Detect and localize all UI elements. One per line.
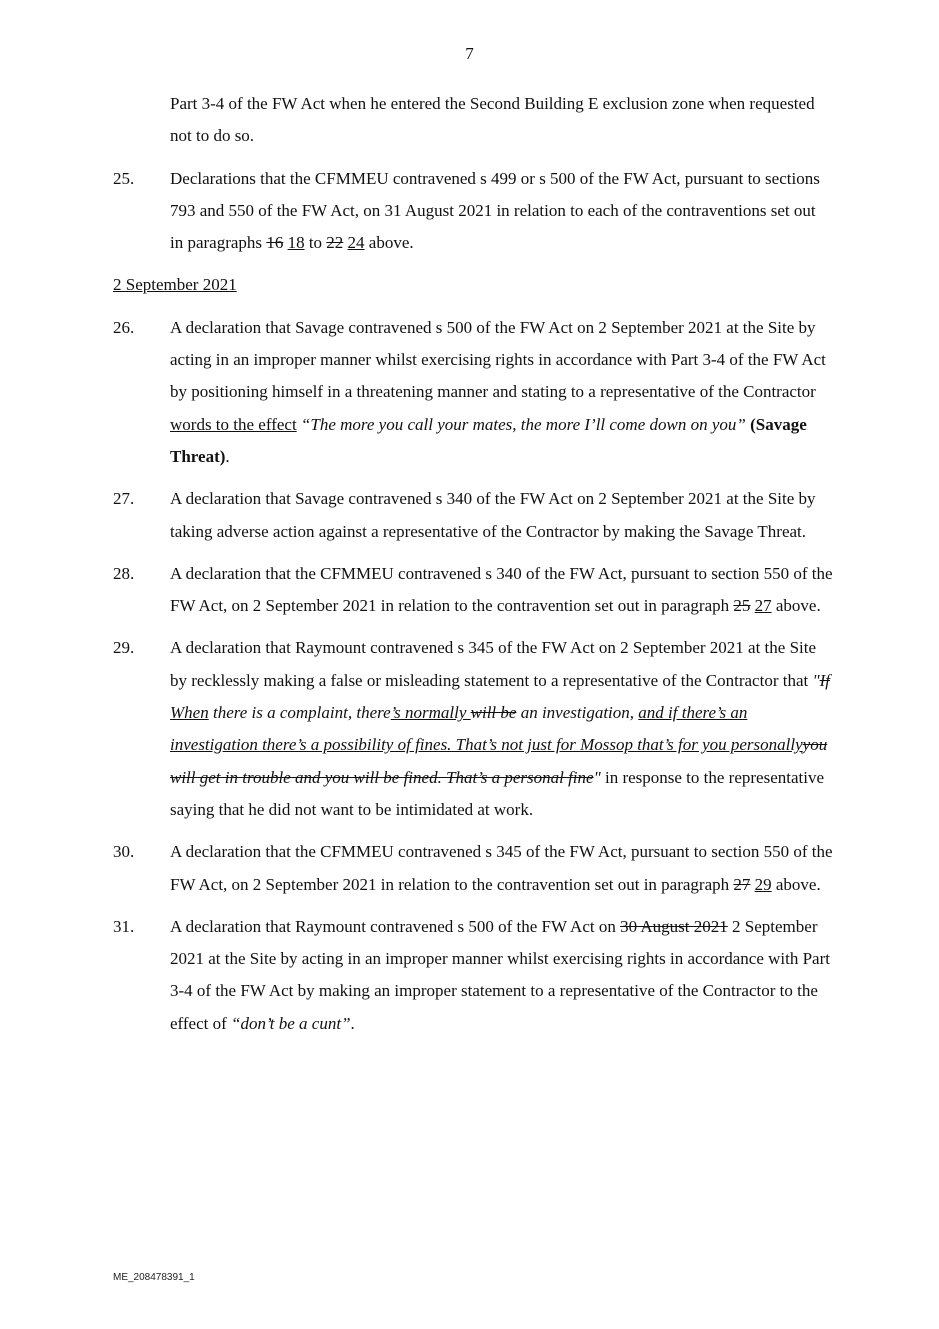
deleted-text: will be [470,703,517,723]
paragraph-text [170,558,833,623]
text-run: A declaration that Savage contravened s 500 of the FW Act on 2 September 2021 at the Site by acting in an improper manner whilst exercising rights in accordance with Part 3-4 of the FW Act by positioning himself in a threatening manner and stating to a representative of the Contractor [170,317,826,402]
deleted-text: you will get in trouble and you will be fined. That’s a personal fine [170,735,828,787]
text-run: Part 3-4 of the FW Act when he entered the Second Building E exclusion zone when requested not to do so. [170,94,815,146]
deleted-text: 22 [326,233,344,253]
text-run: A declaration that Savage contravened s 340 of the FW Act on 2 September 2021 at the Site by taking adverse action against a representative of the Contractor by making the Savage Threat. [170,489,816,541]
text-run: A declaration that the CFMMEU contravened s 345 of the FW Act, pursuant to section 550 of the FW Act, on 2 September 2021 in relation to the contravention set out in paragraph [170,842,833,894]
text-run: above. [771,874,821,894]
quoted-statement: “don’t be a cunt” [231,1013,351,1033]
text-run: A declaration that Raymount contravened s 345 of the FW Act on 2 September 2021 at the Site by recklessly making a false or misleading statement to a representative of the Contractor that [170,638,817,690]
paragraph-number: 28. [113,563,135,583]
paragraph-text [170,632,833,826]
deleted-text: 30 August 2021 [620,916,728,936]
defined-term: (Savage Threat) [170,414,807,466]
text-run: A declaration that the CFMMEU contravened s 340 of the FW Act, pursuant to section 550 of the FW Act, on 2 September 2021 in relation to the contravention set out in paragraph [170,563,833,616]
inserted-text: 29 [754,874,772,894]
text-run: Declarations that the CFMMEU contravened s 499 or s 500 of the FW Act, pursuant to sections 793 and 550 of the FW Act, on 31 August 2021 in relation to each of the contraventions set out in paragraphs [170,168,820,253]
text-run: . [225,446,230,466]
paragraph-30 [113,836,833,901]
paragraph-31 [113,911,833,1040]
paragraph-26 [113,312,833,473]
paragraph-25 [113,163,833,260]
inserted-text: 18 [287,233,305,253]
quoted-statement: “The more you call your mates, the more I’ll come down on you” [300,414,746,434]
section-heading: 2 September 2021 [113,275,237,295]
page-number: 7 [465,44,474,63]
inserted-text: 27 [754,596,772,616]
paragraph-number: 27. [113,489,135,509]
paragraph-text [170,312,833,473]
paragraph-29 [113,632,833,826]
quote-mark: " [812,670,820,690]
continuation-text [170,88,833,153]
quoted-statement: an investigation, [516,703,639,723]
deleted-text: If [819,670,831,690]
deleted-text: 25 [733,596,751,616]
paragraph-text [170,911,833,1040]
paragraph-text [170,483,833,548]
text-run: above. [771,596,821,616]
paragraph-number: 29. [113,638,135,658]
paragraph-number: 31. [113,916,135,936]
paragraph-number: 25. [113,168,135,188]
inserted-text: 24 [347,233,365,253]
text-run: above. [364,233,414,253]
text-run: 2 September 2021 at the Site by acting in an improper manner whilst exercising rights in accordance with Part 3-4 of the FW Act by making an improper statement to a representative of the Contractor to the effect of [170,916,830,1033]
deleted-text: 16 [266,233,284,253]
paragraph-text [170,836,833,901]
text-run: . [350,1013,355,1033]
inserted-text: words to the effect [170,414,297,434]
text-run: to [304,233,327,253]
deleted-text: 27 [733,874,751,894]
paragraph-27 [113,483,833,548]
paragraph-text [170,163,833,260]
paragraph-number: 30. [113,842,135,862]
inserted-text: ’s normally [390,703,471,723]
document-reference-footer: ME_208478391_1 [113,1272,195,1283]
document-body [113,88,833,1050]
paragraph-28 [113,558,833,623]
paragraph-number: 26. [113,317,135,337]
quoted-statement: there is a complaint, there [208,703,391,723]
inserted-text: When [170,703,209,723]
quote-mark: " [593,767,601,787]
inserted-text: and if there’s an investigation there’s a possibility of fines. That’s not just for Mossop that’s for you personally [170,703,803,755]
text-run: A declaration that Raymount contravened s 500 of the FW Act on [170,916,621,936]
text-run: in response to the representative saying that he did not want to be intimidated at work. [170,767,825,819]
